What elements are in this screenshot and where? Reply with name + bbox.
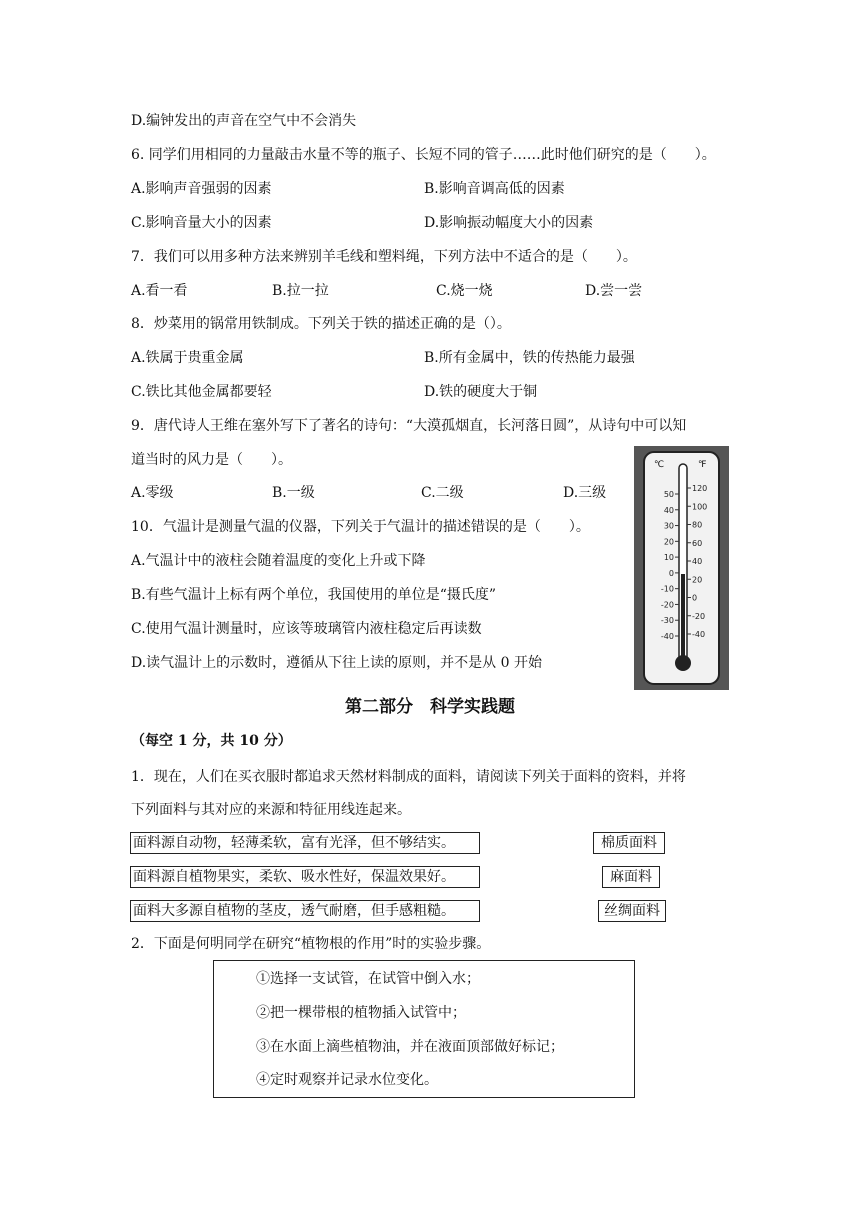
q9-stem-line1: 9．唐代诗人王维在塞外写下了著名的诗句：“大漠孤烟直，长河落日圆”，从诗句中可以知	[131, 418, 687, 434]
q8-option-d: D.铁的硬度大于铜	[424, 384, 538, 400]
fahrenheit-tick-label: 80	[692, 520, 703, 530]
fahrenheit-tick-label: 40	[692, 557, 703, 566]
q7-option-a: A.看一看	[131, 283, 188, 299]
experiment-step-4: ④定时观察并记录水位变化。	[256, 1072, 438, 1088]
fahrenheit-tick-label: -20	[692, 611, 706, 621]
fahrenheit-unit-label: ℉	[698, 460, 707, 470]
celsius-tick-label: 0	[668, 568, 674, 578]
fabric-description-2[interactable]: 面料源自植物果实，柔软、吸水性好，保温效果好。	[130, 866, 480, 888]
fabric-description-3[interactable]: 面料大多源自植物的茎皮，透气耐磨，但手感粗糙。	[130, 900, 480, 922]
celsius-tick-label: -40	[660, 632, 674, 641]
q6-option-a: A.影响声音强弱的因素	[131, 181, 272, 197]
celsius-tick-label: 30	[663, 521, 674, 531]
q7-option-d: D.尝一尝	[585, 283, 643, 299]
q10-option-c: C.使用气温计测量时，应该等玻璃管内液柱稳定后再读数	[131, 621, 482, 637]
part2-score-note: （每空 1 分，共 10 分）	[131, 733, 292, 749]
celsius-tick-label: 10	[663, 553, 674, 563]
p1-stem-line1: 1．现在，人们在买衣服时都追求天然材料制成的面料，请阅读下列关于面料的资料，并将	[131, 769, 686, 785]
fahrenheit-tick-label: -40	[692, 630, 706, 639]
q9-option-b: B.一级	[272, 485, 315, 501]
q10-option-d: D.读气温计上的示数时，遵循从下往上读的原则，并不是从 0 开始	[131, 655, 542, 671]
q10-option-a: A.气温计中的液柱会随着温度的变化上升或下降	[131, 553, 426, 569]
experiment-step-1: ①选择一支试管，在试管中倒入水；	[256, 971, 480, 987]
q8-option-a: A.铁属于贵重金属	[131, 350, 244, 366]
experiment-steps-box	[213, 960, 635, 1098]
fahrenheit-tick-label: 100	[692, 502, 708, 512]
fabric-silk[interactable]: 丝绸面料	[598, 900, 666, 922]
fahrenheit-tick-label: 20	[692, 575, 703, 585]
experiment-step-2: ②把一棵带根的植物插入试管中；	[256, 1005, 466, 1021]
q6-stem: 6. 同学们用相同的力量敲击水量不等的瓶子、长短不同的管子……此时他们研究的是（ ）。	[131, 147, 716, 163]
experiment-step-3: ③在水面上滴些植物油，并在液面顶部做好标记；	[256, 1039, 564, 1055]
q10-option-b: B.有些气温计上标有两个单位，我国使用的单位是“摄氏度”	[131, 587, 497, 603]
q6-option-b: B.影响音调高低的因素	[424, 181, 565, 197]
celsius-tick-label: -10	[660, 584, 674, 594]
celsius-tick-label: 20	[663, 537, 674, 547]
q9-option-c: C.二级	[421, 485, 464, 501]
q8-option-b: B.所有金属中，铁的传热能力最强	[424, 350, 635, 366]
q7-option-c: C.烧一烧	[436, 283, 493, 299]
celsius-unit-label: ℃	[654, 460, 665, 470]
p1-stem-line2: 下列面料与其对应的来源和特征用线连起来。	[131, 802, 411, 818]
q8-option-c: C.铁比其他金属都要轻	[131, 384, 272, 400]
fabric-cotton[interactable]: 棉质面料	[593, 832, 665, 854]
q7-option-b: B.拉一拉	[272, 283, 329, 299]
fahrenheit-tick-label: 0	[692, 593, 698, 603]
q9-option-d: D.三级	[563, 485, 607, 501]
celsius-tick-label: 40	[663, 505, 674, 515]
fabric-description-1[interactable]: 面料源自动物，轻薄柔软，富有光泽，但不够结实。	[130, 832, 480, 854]
part2-title: 第二部分 科学实践题	[345, 697, 515, 717]
q8-stem: 8．炒菜用的锅常用铁制成。下列关于铁的描述正确的是（）。	[131, 316, 511, 332]
p2-stem: 2．下面是何明同学在研究“植物根的作用”时的实验步骤。	[131, 936, 491, 952]
q6-option-c: C.影响音量大小的因素	[131, 215, 272, 231]
q5-option-d: D.编钟发出的声音在空气中不会消失	[131, 113, 357, 129]
celsius-tick-label: -20	[660, 600, 674, 610]
celsius-tick-label: 50	[663, 490, 674, 499]
thermometer-photo	[634, 446, 729, 690]
celsius-tick-label: -30	[660, 616, 674, 626]
fahrenheit-tick-label: 120	[692, 484, 708, 493]
fahrenheit-tick-label: 60	[692, 538, 703, 548]
q9-stem-line2: 道当时的风力是（ ）。	[131, 452, 292, 468]
q6-option-d: D.影响振动幅度大小的因素	[424, 215, 594, 231]
q10-stem: 10．气温计是测量气温的仪器，下列关于气温计的描述错误的是（ ）。	[131, 519, 590, 535]
fabric-linen[interactable]: 麻面料	[602, 866, 660, 888]
q7-stem: 7．我们可以用多种方法来辨别羊毛线和塑料绳，下列方法中不适合的是（ ）。	[131, 249, 637, 265]
q9-option-a: A.零级	[131, 485, 174, 501]
